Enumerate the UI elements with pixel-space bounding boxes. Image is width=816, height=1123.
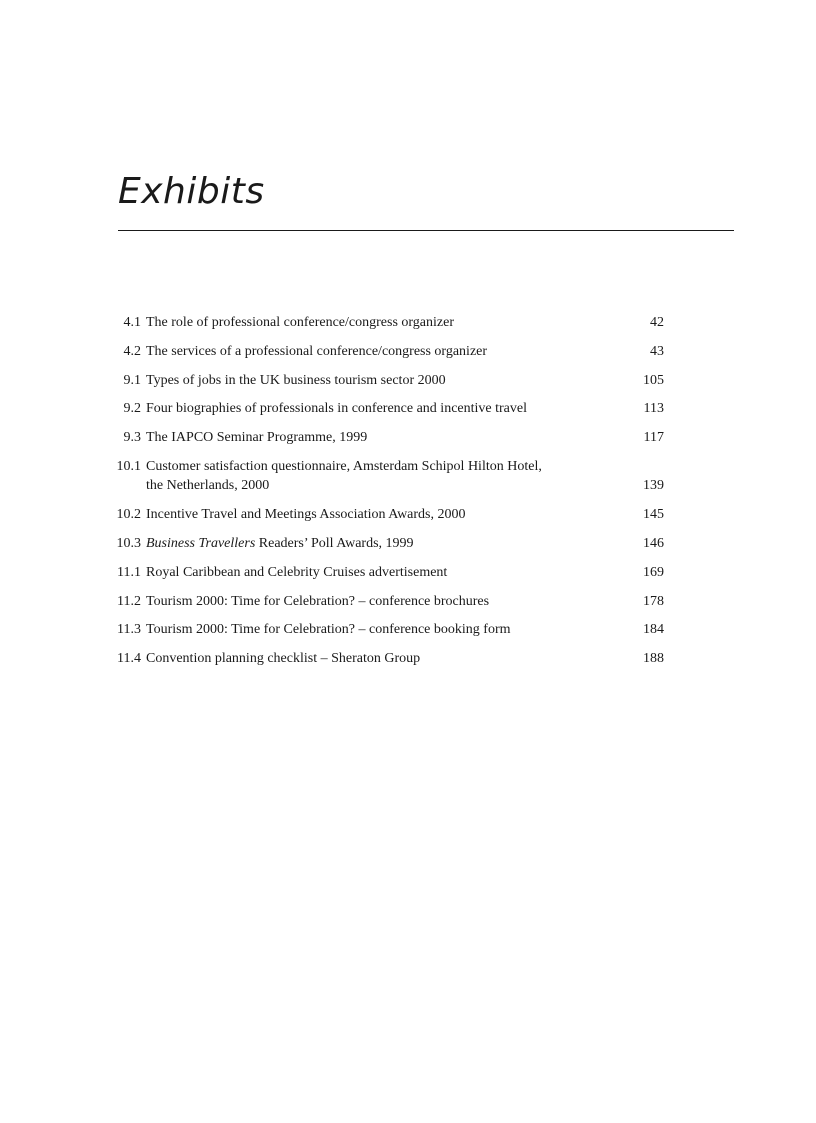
page-number: 178: [643, 593, 664, 609]
exhibit-title: [146, 342, 624, 362]
exhibit-title-line: Incentive Travel and Meetings Association Awards, 2000: [146, 507, 466, 523]
list-item: [108, 505, 664, 525]
list-item: [108, 457, 664, 496]
list-item: [108, 371, 664, 391]
exhibit-list: [108, 313, 664, 678]
exhibit-number: 11.3: [117, 622, 141, 638]
exhibit-title-line: Types of jobs in the UK business tourism sector 2000: [146, 372, 446, 388]
exhibit-title-line: Tourism 2000: Time for Celebration? – conference brochures: [146, 593, 490, 609]
exhibit-title: [146, 563, 624, 583]
exhibit-title: [146, 505, 624, 525]
list-item: [108, 620, 664, 640]
page-number: 188: [643, 651, 664, 667]
page-number: 145: [643, 507, 664, 523]
list-item: [108, 649, 664, 669]
exhibit-title: [146, 649, 624, 669]
page-number: 117: [643, 430, 664, 446]
exhibit-number: 10.3: [116, 536, 141, 552]
exhibit-number: 10.2: [116, 507, 141, 523]
exhibit-title: [146, 399, 624, 419]
page-number: 139: [643, 478, 664, 494]
exhibit-title: [146, 534, 624, 554]
exhibit-number: 10.1: [116, 458, 141, 474]
exhibit-title: [146, 457, 624, 496]
page-number: 43: [650, 343, 664, 359]
exhibit-number: 11.4: [117, 651, 141, 667]
exhibit-title: [146, 313, 624, 333]
publication-title: Business Travellers: [146, 536, 256, 552]
page-number: 146: [643, 536, 664, 552]
page-title: Exhibits: [118, 171, 265, 212]
list-item: [108, 563, 664, 583]
page-number: 42: [650, 315, 664, 330]
exhibit-title-line: The role of professional conference/congress organizer: [146, 315, 454, 330]
exhibit-title-line: Tourism 2000: Time for Celebration? – conference booking form: [146, 622, 511, 638]
page-number: 169: [643, 564, 664, 580]
list-item: [108, 313, 664, 333]
exhibit-number: 9.2: [123, 401, 141, 417]
list-item: [108, 428, 664, 448]
exhibit-title-line: [146, 534, 604, 554]
page-number: 113: [643, 401, 664, 417]
exhibit-title-line: Customer satisfaction questionnaire, Amsterdam Schipol Hilton Hotel,: [146, 458, 542, 474]
title-rule: [118, 230, 734, 231]
exhibit-title-line: the Netherlands, 2000: [146, 478, 270, 494]
exhibit-title: [146, 592, 624, 612]
exhibit-number: 11.1: [117, 564, 141, 580]
exhibit-number: 4.1: [123, 315, 141, 330]
list-item: [108, 534, 664, 554]
exhibit-title-line: Royal Caribbean and Celebrity Cruises advertisement: [146, 564, 448, 580]
exhibit-number: 9.1: [123, 372, 141, 388]
exhibit-number: 11.2: [117, 593, 141, 609]
list-item: [108, 399, 664, 419]
exhibit-title-line: Four biographies of professionals in conference and incentive travel: [146, 401, 527, 417]
exhibit-title-line: The services of a professional conference/congress organizer: [146, 343, 488, 359]
exhibit-title: [146, 371, 624, 391]
page-number: 105: [643, 372, 664, 388]
exhibit-title-line: Convention planning checklist – Sheraton Group: [146, 651, 421, 667]
exhibit-title: [146, 620, 624, 640]
page-number: 184: [643, 622, 664, 638]
exhibit-title-rest: Readers’ Poll Awards, 1999: [255, 536, 414, 552]
exhibit-number: 4.2: [123, 343, 141, 359]
exhibit-title-line: The IAPCO Seminar Programme, 1999: [146, 430, 368, 446]
list-item: [108, 342, 664, 362]
exhibit-title: [146, 428, 624, 448]
exhibit-number: 9.3: [123, 430, 141, 446]
list-item: [108, 592, 664, 612]
